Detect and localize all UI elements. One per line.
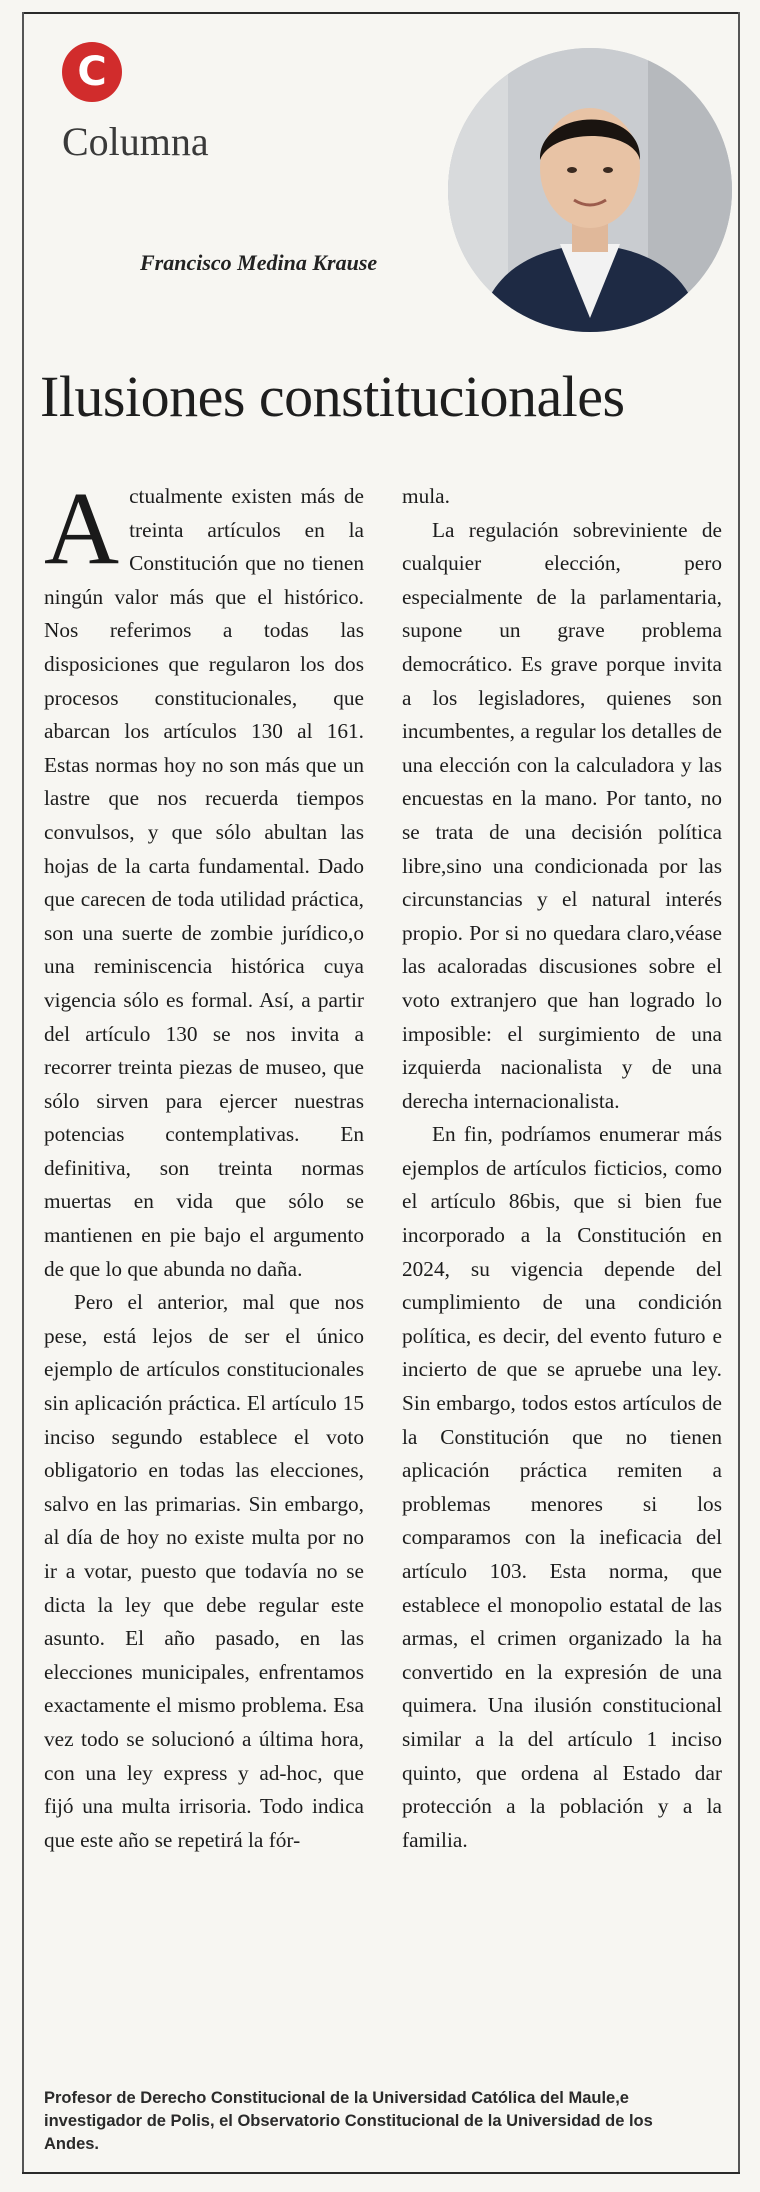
paragraph-4: En fin, podríamos enumerar más ejemplos de artículos ficticios, como el artículo 86bis, que si bien fue incorporado a la Constitución en 2024, su vigencia depende del cumplimiento de una condición política, es decir, del evento futuro e incierto de que se apruebe una ley. Sin embargo, todos estos artículos de la Constitución que no tienen aplicación práctica remiten a problemas menores si los comparamos con la ineficacia del artículo 103. Esta norma, que establece el monopolio estatal de las armas, el crimen organizado la ha convertido en la expresión de una quimera. Una ilusión constitucional similar a la del artículo 1 inciso quinto, que ordena al Estado dar protección a la población y a la familia. [402, 1122, 722, 1852]
author-photo-icon [448, 48, 732, 332]
drop-cap: A [44, 471, 120, 586]
section-badge: C [62, 42, 122, 102]
article-column-left [44, 471, 364, 1857]
paragraph-1-text: ctualmente existen más de treinta artículos en la Constitución que no tienen ningún valor más que el histórico. Nos referimos a todas las disposiciones que regularon los dos procesos constitucionales, que abarcan los artículos 130 al 161. Estas normas hoy no son más que un lastre que nos recuerda tiempos convulsos, y que sólo abultan las hojas de la carta fundamental. Dado que carecen de toda utilidad práctica, son una suerte de zombie jurídico,o una reminiscencia histórica cuya vigencia sólo es formal. Así, a partir del artículo 130 se nos invita a recorrer treinta piezas de museo, que sólo sirven para ejercer nuestras potencias contemplativas. En definitiva, son treinta normas muertas en vida que sólo se mantienen en pie bajo el argumento de que lo que abunda no daña. [44, 484, 364, 1281]
right-rule [738, 12, 740, 2172]
top-rule [22, 12, 738, 14]
paragraph-2-continued: mula. [402, 484, 450, 508]
paragraph-2: Pero el anterior, mal que nos pese, está lejos de ser el único ejemplo de artículos constitucionales sin aplicación práctica. El artículo 15 inciso segundo establece el voto obligatorio en todas las elecciones, salvo en las primarias. Sin embargo, al día de hoy no existe multa por no ir a votar, puesto que todavía no se dicta la ley que debe regular este asunto. El año pasado, en las elecciones municipales, enfrentamos exactamente el mismo problema. Esa vez todo se solucionó a última hora, con una ley express y ad-hoc, que fijó una multa irrisoria. Todo indica que este año se repetirá la fór- [44, 1290, 364, 1852]
author-bio: Profesor de Derecho Constitucional de la Universidad Católica del Maule,e investigador de Polis, el Observatorio Constitucional de la Universidad de los Andes. [44, 2089, 653, 2153]
headline: Ilusiones constitucionales [40, 364, 625, 429]
paragraph-3: La regulación sobreviniente de cualquier elección, pero especialmente de la parlamentaria, supone un grave problema democrático. Es grave porque invita a los legisladores, quienes son incumbentes, a regular los detalles de una elección con la calculadora y las encuestas en la mano. Por tanto, no se trata de una decisión política libre,sino una condicionada por las circunstancias y el natural interés propio. Por si no quedara claro,véase las acaloradas discusiones sobre el voto extranjero que han logrado lo imposible: el surgimiento de una izquierda nacionalista y de una derecha internacionalista. [402, 517, 722, 1113]
paragraph-1 [44, 471, 364, 1286]
section-label: Columna [62, 119, 209, 164]
left-rule [22, 12, 24, 2172]
article-column-right [402, 480, 722, 1857]
bottom-rule [22, 2172, 740, 2174]
author-name: Francisco Medina Krause [140, 250, 378, 275]
